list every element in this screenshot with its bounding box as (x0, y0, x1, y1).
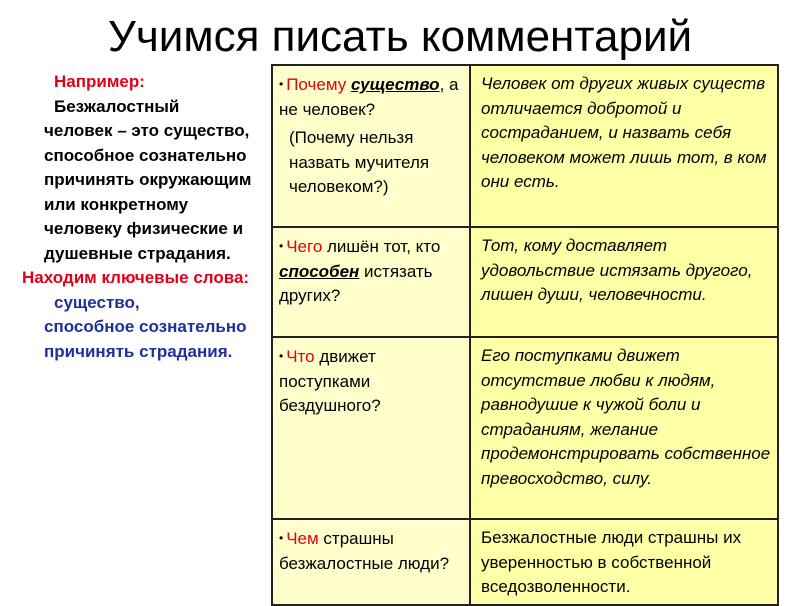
answer-cell: Безжалостные люди страшны их уверенностью в собственной вседозволенности. (470, 519, 778, 605)
example-rest: человек – это существо, способное сознательно причинять окружающим или конкретному человеку физические и душевные страдания. (44, 121, 252, 263)
question-key: Чего (286, 237, 323, 256)
table-row (272, 65, 778, 227)
table-row (272, 227, 778, 337)
answer-cell: Его поступками движет отсутствие любви к людям, равнодушие к чужой боли и страданиям, желание продемонстрировать собственное превосходство, силу. (470, 337, 778, 519)
page-title: Учимся писать комментарий (107, 12, 693, 61)
question-key: Чем (286, 529, 319, 548)
question-cell (272, 227, 470, 337)
table-row (272, 519, 778, 605)
question-key: Что (286, 347, 315, 366)
keywords-line1: существо, (54, 292, 140, 312)
question-rest: движет поступками бездушного? (279, 347, 381, 416)
question-mid: лишён тот, кто (322, 237, 441, 256)
answer-cell: Тот, кому доставляет удовольствие истязать другого, лишен души, человечности. (470, 227, 778, 337)
example-label: Например: (54, 72, 145, 91)
bullet-icon: • (279, 531, 284, 545)
bullet-icon: • (279, 349, 284, 363)
question-rest: истязать других? (279, 261, 433, 306)
example-line1: Безжалостный (54, 96, 180, 116)
question-sub: (Почему нельзя назвать мучителя человеком?) (289, 128, 430, 197)
question-emphasis: существо (350, 75, 440, 94)
keywords-label-text: Находим ключевые слова: (22, 268, 250, 287)
example-text (22, 95, 262, 267)
question-cell (272, 337, 470, 519)
question-cell (272, 519, 470, 605)
table-row (272, 337, 778, 519)
question-emphasis: способен (279, 261, 360, 281)
question-cell (272, 65, 470, 227)
left-column (22, 70, 262, 364)
question-rest: страшны безжалостные люди? (279, 529, 450, 573)
keywords-label (22, 266, 262, 291)
answer-cell: Человек от других живых существ отличается добротой и состраданием, и назвать себя человеком может лишь тот, в ком они есть. (470, 65, 778, 227)
bullet-icon: • (279, 77, 284, 91)
question-key: Почему (286, 75, 347, 94)
question-rest: , а не человек? (279, 75, 459, 119)
keywords-text (22, 291, 262, 365)
comment-table (271, 64, 779, 606)
keywords-rest: способное сознательно причинять страдания. (44, 317, 247, 361)
bullet-icon: • (279, 239, 284, 253)
